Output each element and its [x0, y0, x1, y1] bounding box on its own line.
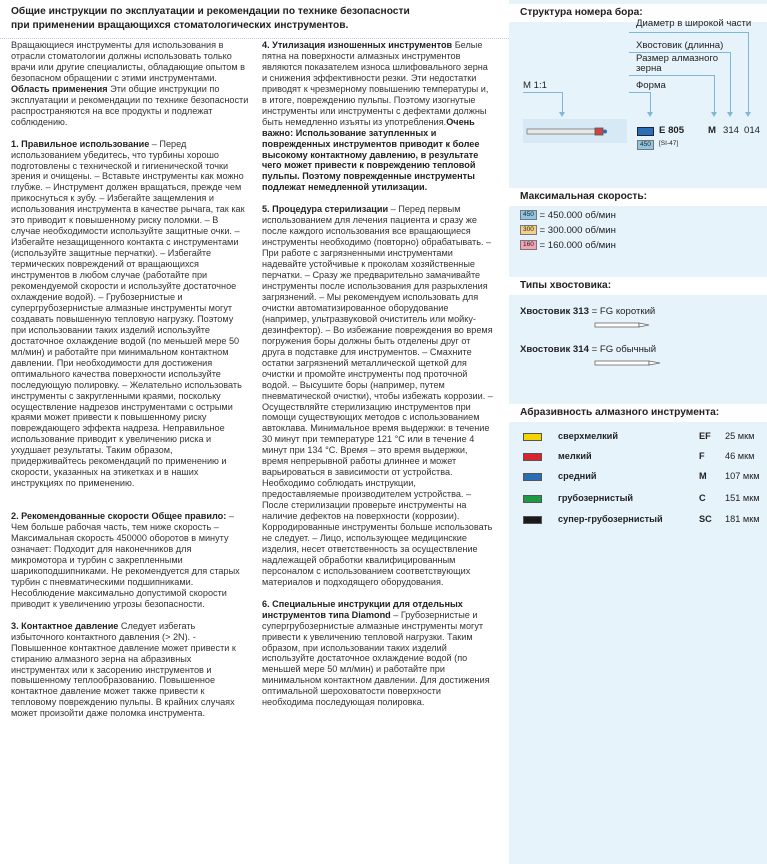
shank-313-icon [594, 320, 654, 330]
speed-badge: 450 [637, 140, 654, 150]
diameter-line [748, 32, 749, 114]
intro-paragraph: Вращающиеся инструменты для использования в отрасли стоматологии должны использовать только врачи или другие специалисты, обладающие опытом в безопасном обращении с этими инструментами. Область применения Эти общие инструкции по эксплуатации и рекомендации по технике безопасности распространяются на все продукты и подлежат соблюдению. [11, 40, 249, 127]
right-panel [509, 0, 767, 864]
shank-heading: Типы хвостовика: [509, 277, 767, 295]
scale-line [562, 92, 563, 114]
shank-314-row: Хвостовик 314 = FG обычный [520, 344, 657, 355]
color-swatch [523, 453, 542, 461]
section-5: 5. Процедура стерилизации – Перед первым использованием для лечения пациента и сразу же после каждого использования все вращающиеся инструменты необходимо (повторно) обрабатывать. – При работе с загрязненными инструментами надевайте устойчивые к проколам хозяйственные перчатки. – Сразу же предварительно замачивайте инструменты после использования для разрыхления загрязнений. – Мы рекомендуем использовать для очистки автоматизированное оборудование (например, ультразвуковой очиститель или мойку-дезинфектор). – Во избежание повреждения во время погружения боры должны быть отделены друг от друга в подставке для инструментов. – Смахните остатки загрязнений металлической щеткой для очистки и промойте инструменты под проточной водой. – Высушите боры (например, путем пневматической очистки), чтобы избежать коррозии. – Осуществляйте стерилизацию инструментов при помощи существующих методов с использованием автоклава. Минимальное время выдержки: в течение 30 минут при температуре 121 °C или в течение 4 минут при 134 °C. Время – это время выдержки, время непрерывной работы длиннее и может варьироваться в зависимости от устройства. Необходимо соблюдать инструкции, предоставляемые производителем устройства. – После стерилизации проверьте инструменты на наличие дефектов на поверхности (коррозии). Корродированные инструменты больше использовать не следует. – Лицо, использующее медицинские изделия, несет ответственность за осуществление надлежащей обработки квалифицированным персоналом с использованием соответствующих материалов и подходящего оборудования. [262, 204, 493, 587]
color-swatch [523, 433, 542, 441]
section-2: 2. Рекомендованные скорости Общее правило: – Чем больше рабочая часть, тем ниже скорость – Максимальная скорость 450000 оборотов в минуту означает: Подходит для наконечников для микромотора и турбин с закрепленными шарикоподшипниками. Не рекомендуется для старых турбин с пневматическими подшипниками. Несоблюдение максимально допустимой скорости приводит к увеличению угрозы безопасности. [11, 511, 240, 609]
page-title: Общие инструкции по эксплуатации и рекомендации по технике безопасности при применении вращающихся стоматологических инструментов. [11, 6, 410, 31]
abrasive-heading: Абразивность алмазного инструмента: [509, 404, 767, 422]
scale-leader [523, 92, 563, 93]
shank-arrow [727, 112, 733, 117]
code-form: E 805 [659, 125, 685, 136]
section-6: 6. Специальные инструкции для отдельных инструментов типа Diamond – Грубозернистые и супергрубозернистые алмазные инструменты могут привести к увеличению тепловой нагрузки. Таким образом, при использовании таких изделий используйте достаточное охлаждение водой (по меньшей мере 50 мл/мин) и работайте при минимальном контактном давлении. Для достижения оптимальной шероховатости поверхности необходима последующая полировка. [262, 598, 490, 708]
label-grit-1: Размер алмазного [636, 53, 719, 64]
grit-line [714, 75, 715, 114]
section-4: 4. Утилизация изношенных инструментов Белые пятна на поверхности алмазных инструментов являются показателем износа шлифовального зерна и снижения эффективности резки. Эти недостатки приводят к чрезмерному повышению температуры и, в итоге, повреждению пульпы. Поэтому изогнутые инструменты или инструменты с дефектами должны быть немедленно изъяты из употребления.Очень важно: Использование затупленных и поврежденных инструментов приводит к более высокому контактному давлению, в результате чего может привести к повреждению тепловой пульпы. Поэтому поврежденные инструменты подлежат немедленной утилизации. [262, 40, 489, 193]
page-header [0, 0, 509, 39]
sub-code: [SI-47] [659, 140, 679, 147]
color-swatch [523, 495, 542, 503]
grit-arrow [711, 112, 717, 117]
code-314: 314 [723, 125, 740, 136]
left-column [11, 40, 249, 730]
abrasive-row-c: грубозернистый C 151 мкм [509, 490, 767, 508]
form-arrow [647, 112, 653, 117]
shank-313-row: Хвостовик 313 = FG короткий [520, 306, 656, 317]
label-form: Форма [636, 80, 666, 91]
middle-column [262, 40, 494, 719]
abrasive-row-ef: сверхмелкий EF 25 мкм [509, 428, 767, 446]
label-shank: Хвостовик (длинна) [636, 40, 724, 51]
label-grit-2: зерна [636, 63, 662, 74]
abrasive-row-f: мелкий F 46 мкм [509, 448, 767, 466]
section-1: 1. Правильное использование – Перед использованием убедитесь, что турбины хорошо подготовлены с технической и гигиенической точки зрения и очищены. – Вставьте инструменты как можно глубже. – Инструмент должен вращаться, прежде чем прикоснуться к зубу. – Избегайте защемления и использования инструмента в качестве рычага, так как это приводит к повышенному риску поломки. – В случае необходимости используйте защитные очки. – Избегайте незащищенного контакта с инструментами (используйте защитные перчатки). – Избегайте термических повреждений от вращающихся инструментов в любом случае (работайте при рекомендуемой скорости и используйте достаточное охлаждение водой). – Грубозернистые и супергрубозернистые алмазные инструменты могут создавать повышенную тепловую нагрузку. Поэтому при использовании таких изделий используйте достаточное охлаждение водой (по меньшей мере 50 мл/мин) и работайте при минимальном контактном давлении. При необходимости для достижения оптимального качества поверхности используйте последующую полировку. – Желательно использовать инструменты с закругленными краями, поскольку осуществление надрезов инструментами с острыми краями может привести к повышенному риску повреждающего эффекта надреза. Неправильное использование приводит к увеличению риска и ухудшает результаты. Таким образом, придерживайтесь рекомендаций по применению и скорости, указанных на этикетках и в наших инструкциях по применению. [11, 138, 245, 489]
scale-arrow [559, 112, 565, 117]
shank-line [730, 52, 731, 114]
speed-row-450: 450 = 450.000 об/мин [520, 210, 616, 221]
bur-image-box [523, 119, 627, 143]
label-diameter: Диаметр в широкой части [636, 18, 752, 29]
diameter-leader [629, 32, 749, 33]
code-014: 014 [744, 125, 761, 136]
grit-leader [629, 75, 715, 76]
abrasive-row-sc: супер-грубозернистый SC 181 мкм [509, 511, 767, 529]
shank-leader [629, 52, 731, 53]
form-leader [629, 92, 651, 93]
grit-swatch-blue [637, 127, 654, 136]
section-3: 3. Контактное давление Следует избегать избыточного контактного давления (> 2N). - Повышенное контактное давление может привести к стиранию алмазного зерна на абразивных инструментах или к засорению инструментов и повышенному теплообразованию. Повышенное контактное давление может также привести к тепловому повреждению пульпы. В крайних случаях может произойти даже поломка инструмента. [11, 620, 236, 719]
color-swatch [523, 473, 542, 481]
color-swatch [523, 516, 542, 524]
abrasive-row-m: средний M 107 мкм [509, 468, 767, 486]
code-m: M [708, 125, 716, 136]
shank-314-icon [594, 358, 664, 368]
label-scale: M 1:1 [523, 80, 547, 91]
diameter-arrow [745, 112, 751, 117]
speed-row-160: 160 = 160.000 об/мин [520, 240, 616, 251]
speed-heading: Максимальная скорость: [509, 188, 767, 206]
bur-icon [523, 119, 627, 143]
bur-number-heading: Структура номера бора: [509, 4, 767, 22]
speed-row-300: 300 = 300.000 об/мин [520, 225, 616, 236]
form-line [650, 92, 651, 114]
